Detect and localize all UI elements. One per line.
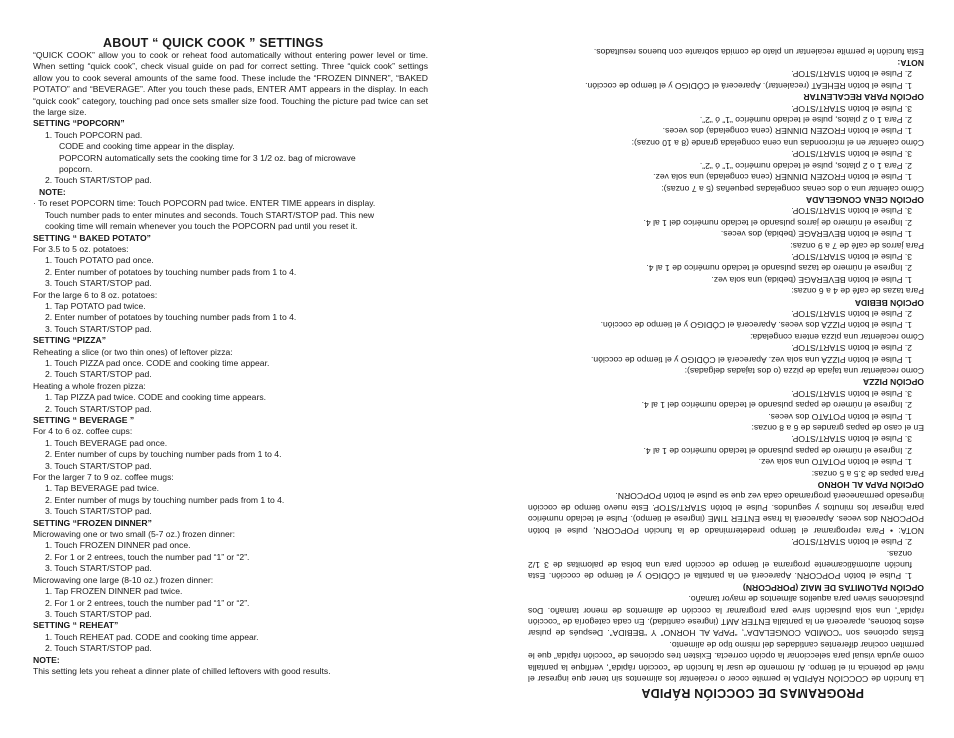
step: 3. Touch START/STOP pad. xyxy=(45,608,152,619)
section-heading-frozen-dinner: SETTING “FROZEN DINNER” xyxy=(33,517,152,528)
step: 1. Tap PIZZA pad twice. CODE and cooking time appears. xyxy=(45,392,267,403)
step: 2. For 1 or 2 entrees, touch the number pad “1” or “2”. xyxy=(45,597,250,608)
step: 1. Touch POTATO pad once. xyxy=(45,255,154,266)
step: 1. Pulse el botón FROZEN DINNER (cena congelada) una sola vez. xyxy=(653,172,912,183)
subheading: Como recalentar una tajada de pizza (o dos tajadas delgadas): xyxy=(684,366,924,377)
step: 1. Pulse el botón PIZZA dos veces. Aparecerá el CÓDIGO y el tiempo de cocción. xyxy=(600,320,912,331)
section-heading-pizza-es: OPCIÓN PIZZA xyxy=(862,377,924,388)
section-heading-pizza: SETTING “PIZZA” xyxy=(33,335,107,346)
note-text: NOTA: • Para reprogramar el tiempo predeterminado de la función POPCORN, pulse el botón POPCORN dos veces. Aparecerá la frase ENTER TIME (ingrese el tiempo). Pulse el teclado numérico para ingresar los minutos y segundos. Pulse el botón START/STOP. Este nuevo tiempo de cocción ingresado permanecerá programado cada vez que se pulse el botón POPCORN. xyxy=(528,491,924,536)
step: 2. Pulse el botón START/STOP. xyxy=(791,309,912,319)
step: 3. Pulse el botón START/STOP. xyxy=(791,206,912,217)
step: 2. Ingrese el número de jarros pulsando el teclado numérico del 1 al 4. xyxy=(643,217,912,228)
note-label: NOTA: xyxy=(897,58,924,69)
intro-paragraph: “QUICK COOK” allow you to cook or reheat food automatically without entering power level or time. When setting “quick cook”, check visual guide on pad for correct setting. Three “quick cook” settings allow you to cook several amounts of the same food. These include the “FROZEN DINNER”, “BAKED POTATO” and “BEVERAGE”. After you touch these pads, ENTER AMT appears in the display. In each “quick cook” category, touching pad once sets smaller size food. Touching the picture pad twice can set the large size. xyxy=(33,50,428,118)
step: 1. Tap POTATO pad twice. xyxy=(45,300,146,311)
subheading: For 3.5 to 5 oz. potatoes: xyxy=(33,243,129,254)
english-page xyxy=(33,36,428,677)
step: 3. Pulse el botón START/STOP. xyxy=(791,149,912,160)
step: 2. Pulse el botón START/STOP. xyxy=(791,69,912,80)
intro-paragraph-es: La función de COCCIÓN RÁPIDA le permite cocer o recalentar los alimentos sin tener que ingresar el nivel de potencia ni el tiempo. Al momento de usar la función de “cocción rápida”, verifique la pantalla como ayuda visual para seleccionar la opción correcta. Existen tres opciones de “cocción rápida” que le permiten cocinar diferentes cantidades del mismo tipo de alimento. xyxy=(528,639,924,684)
section-heading-frozen-es: OPCIÓN CENA CONGELADA xyxy=(805,194,924,205)
step: 2. Para 1 o 2 platos, pulse el teclado numérico “1” ó “2”. xyxy=(699,115,912,126)
step: 2. Para 1 o 2 platos, pulse el teclado numérico “1” ó “2”. xyxy=(699,160,912,171)
step: 2. For 1 or 2 entrees, touch the number pad “1” or “2”. xyxy=(45,551,250,562)
section-heading-reheat-es: OPCIÓN PARA RECALENTAR xyxy=(803,92,924,103)
section-heading-reheat: SETTING “ REHEAT” xyxy=(33,620,119,631)
subheading: Cómo recalentar una pizza entera congelada: xyxy=(750,331,924,342)
step: 3. Touch START/STOP pad. xyxy=(45,460,152,471)
step: 2. Touch START/STOP pad. xyxy=(45,369,152,380)
section-heading-baked-potato: SETTING “ BAKED POTATO” xyxy=(33,232,151,243)
subheading: Cómo calentar una o dos cenas congeladas pequeñas (5 a 7 onzas): xyxy=(661,183,924,194)
step: 3. Pulse el botón START/STOP. xyxy=(791,388,912,399)
section-heading-popcorn: SETTING “POPCORN” xyxy=(33,118,125,129)
step: 3. Pulse el botón START/STOP. xyxy=(791,251,912,262)
subheading: Cómo calentar en el microondas una cena congelada grande (8 a 10 onzas): xyxy=(631,137,924,148)
step: 1. Touch REHEAT pad. CODE and cooking time appear. xyxy=(45,631,259,642)
step: 3. Touch START/STOP pad. xyxy=(45,323,152,334)
subheading: En el caso de papas grandes de 6 a 8 onzas: xyxy=(751,423,924,434)
step: 1. Touch PIZZA pad once. CODE and cooking time appear. xyxy=(45,357,270,368)
page-title: ABOUT “ QUICK COOK ” SETTINGS xyxy=(103,36,324,50)
step: 1. Touch BEVERAGE pad once. xyxy=(45,437,168,448)
subheading: Para papas de 3.5 a 5 onzas: xyxy=(811,468,924,479)
step: 1. Pulse el botón POTATO una sola vez. xyxy=(758,457,912,468)
step-detail: POPCORN automatically sets the cooking time for 3 1/2 oz. bag of microwave xyxy=(59,152,356,163)
step: 2. Ingrese el número de papas pulsando el teclado numérico del 1 al 4. xyxy=(641,400,912,411)
subheading: Reheating a slice (or two thin ones) of leftover pizza: xyxy=(33,346,233,357)
step: 3. Touch START/STOP pad. xyxy=(45,506,152,517)
subheading: For the larger 7 to 9 oz. coffee mugs: xyxy=(33,472,174,483)
intro-paragraph-es: Estas opciones son “COMIDA CONGELADA”, “PAPA AL HORNO” Y “BEBIDA”. Después de pulsar estos botones, aparecerá en la pantalla ENTER AMT (ingrese cantidad). En cada categoría de “cocción rápida”, una sola pulsación sirve para programar la cocción de alimentos de menor tamaño. Dos pulsaciones sirven para aquellos alimentos de mayor tamaño. xyxy=(528,594,924,639)
subheading: For 4 to 6 oz. coffee cups: xyxy=(33,426,133,437)
step: 2. Pulse el botón START/STOP. xyxy=(791,537,912,548)
section-heading-beverage: SETTING “ BEVERAGE ” xyxy=(33,415,135,425)
step: 2. Ingrese el número de tazas pulsando el teclado numérico de 1 al 4. xyxy=(646,263,912,274)
note-text: Touch number pads to enter minutes and seconds. Touch START/STOP pad. This new xyxy=(45,209,375,220)
step: 1. Pulse el botón BEVERAGE (bebida) una sola vez. xyxy=(711,274,912,285)
section-heading-potato-es: OPCIÓN PAPA AL HORNO xyxy=(817,480,924,491)
note-text: This setting lets you reheat a dinner plate of chilled leftovers with good results. xyxy=(33,665,331,676)
note-text: · To reset POPCORN time: Touch POPCORN pad twice. ENTER TIME appears in display. xyxy=(33,198,376,209)
subheading: Para tazas de café de 4 a 6 onzas: xyxy=(791,286,924,297)
spanish-page-upside-down xyxy=(528,36,924,700)
step: 2. Enter number of potatoes by touching number pads from 1 to 4. xyxy=(45,266,297,277)
step: 2. Touch START/STOP pad. xyxy=(45,403,152,414)
step: 1. Pulse el botón PIZZA una sola vez. Aparecerá el CÓDIGO y el tiempo de cocción. xyxy=(591,354,912,365)
step: 1. Touch POPCORN pad. xyxy=(45,129,143,140)
subheading: Microwaving one large (8-10 oz.) frozen dinner: xyxy=(33,574,214,585)
page-title-es: PROGRAMAS DE COCCIÓN RÁPIDA xyxy=(641,686,864,700)
step: 3. Touch START/STOP pad. xyxy=(45,278,152,289)
step: 2. Enter number of mugs by touching number pads from 1 to 4. xyxy=(45,494,285,505)
step: 1. Touch FROZEN DINNER pad once. xyxy=(45,540,191,551)
step: 3. Pulse el botón START/STOP. xyxy=(791,434,912,445)
section-heading-popcorn-es: OPCIÓN PALOMITAS DE MAIZ (PORPCORN) xyxy=(742,582,924,593)
step-detail: CODE and cooking time appear in the display. xyxy=(59,141,235,152)
subheading: For the large 6 to 8 oz. potatoes: xyxy=(33,289,158,300)
note-label: NOTE: xyxy=(39,186,66,197)
step: 1. Tap BEVERAGE pad twice. xyxy=(45,483,160,494)
step: 2. Enter number of cups by touching number pads from 1 to 4. xyxy=(45,449,282,460)
subheading: Para jarros de café de 7 a 9 onzas: xyxy=(790,240,924,251)
step: 2. Touch START/STOP pad. xyxy=(45,643,152,654)
step: 1. Pulse el botón POTATO dos veces. xyxy=(768,411,912,422)
subheading: Microwaving one or two small (5-7 oz.) frozen dinner: xyxy=(33,529,236,540)
step: 1. Tap FROZEN DINNER pad twice. xyxy=(45,586,183,597)
step: 3. Touch START/STOP pad. xyxy=(45,563,152,574)
step-detail: popcorn. xyxy=(59,164,93,175)
step: 3. Pulse el botón START/STOP. xyxy=(791,103,912,114)
step: 2. Pulse el botón START/STOP. xyxy=(791,343,912,354)
note-label: NOTE: xyxy=(33,654,60,665)
step: 1. Pulse el botón REHEAT (recalentar). Aparecerá el CÓDIGO y el tiempo de cocción. xyxy=(585,80,912,91)
step: 1. Pulse el botón POPCORN. Aparecerá en la pantalla el CÓDIGO y el tiempo de cocción. Esta función automáticamente programa el tiempo de cocción para una bolsa de palomitas de 3 1/2 onzas. xyxy=(528,548,912,582)
step: 1. Pulse el botón FROZEN DINNER (cena congelada) dos veces. xyxy=(662,126,912,137)
step: 2. Ingrese el número de papas pulsando el teclado numérico de 1 al 4. xyxy=(643,445,912,456)
subheading: Heating a whole frozen pizza: xyxy=(33,380,146,391)
section-heading-beverage-es: OPCIÓN BEBIDA xyxy=(854,297,924,308)
note-text: cooking time will remain whenever you touch the POPCORN pad until you reset it. xyxy=(45,221,358,232)
step: 1. Pulse el botón BEVERAGE (bebida) dos veces. xyxy=(720,229,912,240)
step: 2. Enter number of potatoes by touching number pads from 1 to 4. xyxy=(45,312,297,323)
note-text: Esta función le permite recalentar un plato de comida sobrante con buenos resultados. xyxy=(593,46,924,57)
step: 2. Touch START/STOP pad. xyxy=(45,175,152,186)
